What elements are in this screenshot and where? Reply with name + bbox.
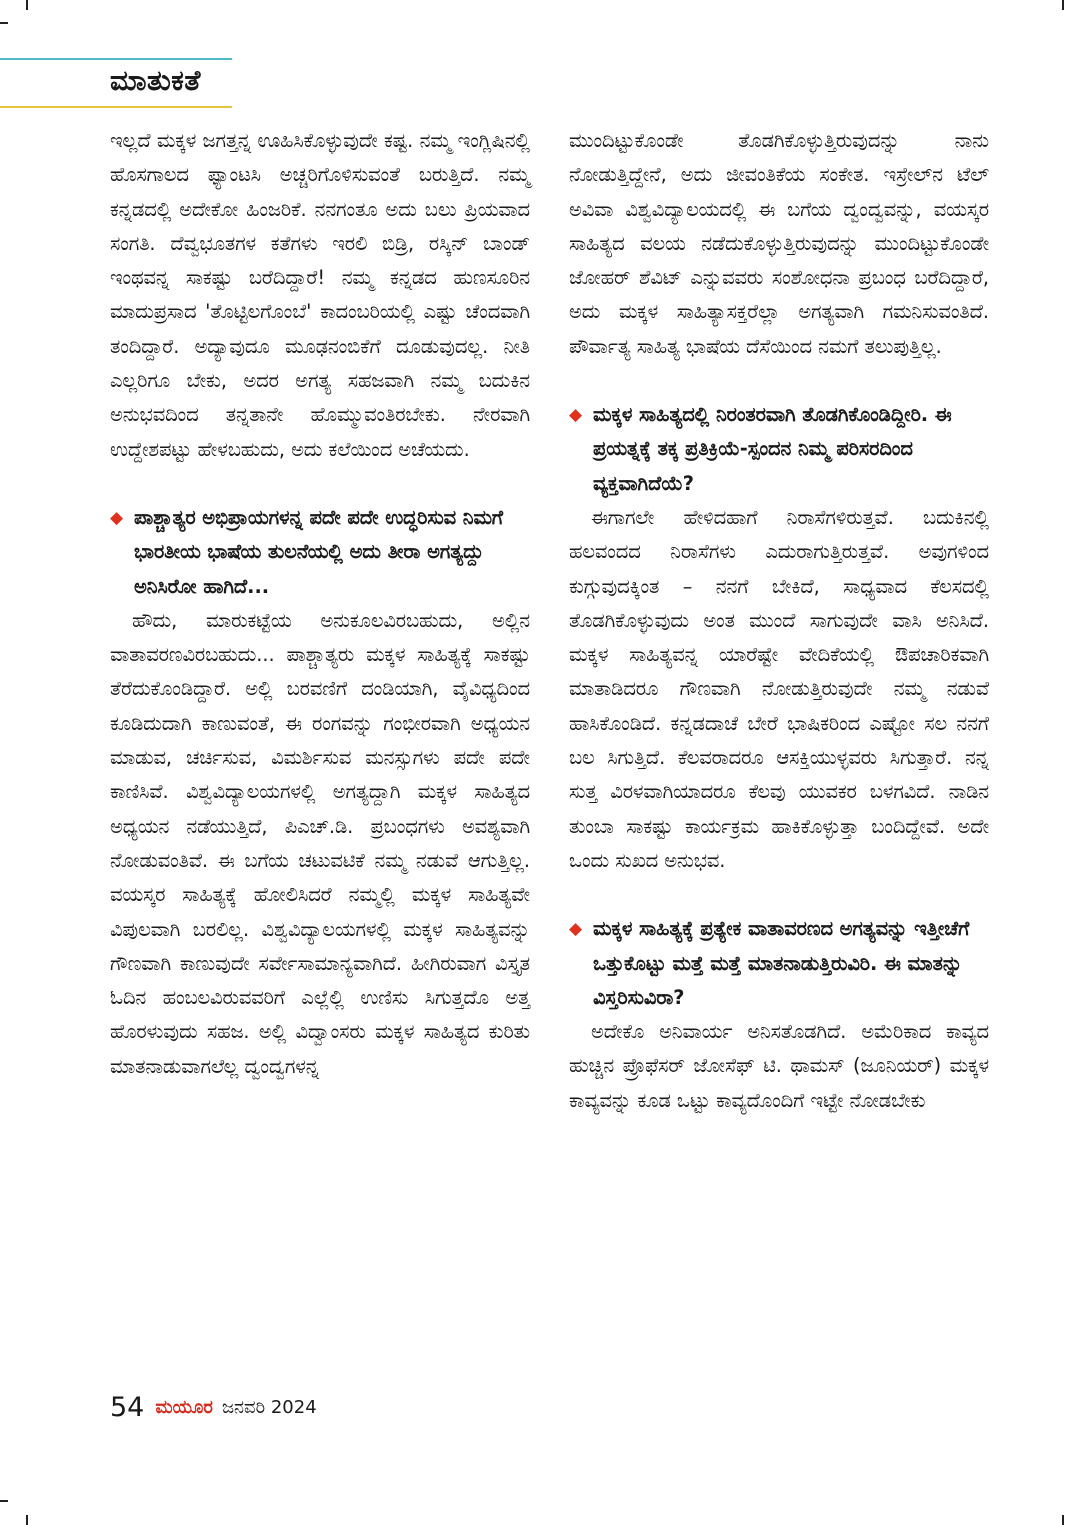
- header-rule-top: [0, 58, 232, 60]
- answer-paragraph: ಹೌದು, ಮಾರುಕಟ್ಟೆಯ ಅನುಕೂಲವಿರಬಹುದು, ಅಲ್ಲಿನ ವಾತಾವರಣವಿರಬಹುದು... ಪಾಶ್ಚಾತ್ಯರು ಮಕ್ಕಳ ಸಾಹಿತ್ಯಕ್ಕೆ ಸಾಕಷ್ಟು ತೆರೆದುಕೊಂಡಿದ್ದಾರೆ. ಅಲ್ಲಿ ಬರವಣಿಗೆ ದಂಡಿಯಾಗಿ, ವೈವಿಧ್ಯದಿಂದ ಕೂಡಿದುದಾಗಿ ಕಾಣುವಂತೆ, ಈ ರಂಗವನ್ನು ಗಂಭೀರವಾಗಿ ಅಧ್ಯಯನ ಮಾಡುವ, ಚರ್ಚಿಸುವ, ವಿಮರ್ಶಿಸುವ ಮನಸ್ಸುಗಳು ಪದೇ ಪದೇ ಕಾಣಿಸಿವೆ. ವಿಶ್ವವಿದ್ಯಾಲಯಗಳಲ್ಲಿ ಅಗತ್ಯದ್ದಾಗಿ ಮಕ್ಕಳ ಸಾಹಿತ್ಯದ ಅಧ್ಯಯನ ನಡೆಯುತ್ತಿದೆ, ಪಿಎಚ್.ಡಿ. ಪ್ರಬಂಧಗಳು ಅವಶ್ಯವಾಗಿ ನೋಡುವಂತಿವೆ. ಈ ಬಗೆಯ ಚಟುವಟಿಕೆ ನಮ್ಮ ನಡುವೆ ಆಗುತ್ತಿಲ್ಲ. ವಯಸ್ಕರ ಸಾಹಿತ್ಯಕ್ಕೆ ಹೋಲಿಸಿದರೆ ನಮ್ಮಲ್ಲಿ ಮಕ್ಕಳ ಸಾಹಿತ್ಯವೇ ವಿಪುಲವಾಗಿ ಬರಲಿಲ್ಲ. ವಿಶ್ವವಿದ್ಯಾಲಯಗಳಲ್ಲಿ ಮಕ್ಕಳ ಸಾಹಿತ್ಯವನ್ನು ಗೌಣವಾಗಿ ಕಾಣುವುದೇ ಸರ್ವೇಸಾಮಾನ್ಯವಾಗಿದೆ. ಹೀಗಿರುವಾಗ ವಿಸ್ತೃತ ಓದಿನ ಹಂಬಲವಿರುವವರಿಗೆ ಎಲ್ಲೆಲ್ಲಿ ಉಣಿಸು ಸಿಗುತ್ತದೊ ಅತ್ತ ಹೊರಳುವುದು ಸಹಜ. ಅಲ್ಲಿ ವಿದ್ವಾಂಸರು ಮಕ್ಕಳ ಸಾಹಿತ್ಯದ ಕುರಿತು ಮಾತನಾಡುವಾಗಲೆಲ್ಲ ದ್ವಂದ್ವಗಳನ್ನ: [110, 608, 530, 1078]
- diamond-bullet-icon: ◆: [569, 919, 583, 940]
- interview-question: [110, 501, 530, 604]
- body-paragraph: ಇಲ್ಲದೆ ಮಕ್ಕಳ ಜಗತ್ತನ್ನ ಊಹಿಸಿಕೊಳ್ಳುವುದೇ ಕಷ್ಟ. ನಮ್ಮ ಇಂಗ್ಲಿಷಿನಲ್ಲಿ ಹೊಸಗಾಲದ ಫ್ಯಾಂಟಸಿ ಅಚ್ಚರಿಗೊಳಿಸುವಂತೆ ಬರುತ್ತಿದೆ. ನಮ್ಮ ಕನ್ನಡದಲ್ಲಿ ಅದೇಕೋ ಹಿಂಜರಿಕೆ. ನನಗಂತೂ ಅದು ಬಲು ಪ್ರಿಯವಾದ ಸಂಗತಿ. ದೆವ್ವಭೂತಗಳ ಕತೆಗಳು ಇರಲಿ ಬಿಡ್ರಿ, ರಸ್ಕಿನ್ ಬಾಂಡ್ ಇಂಥವನ್ನ ಸಾಕಷ್ಟು ಬರೆದಿದ್ದಾರೆ! ನಮ್ಮ ಕನ್ನಡದ ಹುಣಸೂರಿನ ಮಾದುಪ್ರಸಾದ 'ತೊಟ್ಟಿಲಗೊಂಬೆ' ಕಾದಂಬರಿಯಲ್ಲಿ ಎಷ್ಟು ಚೆಂದವಾಗಿ ತಂದಿದ್ದಾರೆ. ಅದ್ಯಾವುದೂ ಮೂಢನಂಬಿಕೆಗೆ ದೂಡುವುದಲ್ಲ. ನೀತಿ ಎಲ್ಲರಿಗೂ ಬೇಕು, ಅದರ ಅಗತ್ಯ ಸಹಜವಾಗಿ ನಮ್ಮ ಬದುಕಿನ ಅನುಭವದಿಂದ ತನ್ನತಾನೇ ಹೊಮ್ಮುವಂತಿರಬೇಕು. ನೇರವಾಗಿ ಉದ್ದೇಶಪಟ್ಟು ಹೇಳಬಹುದು, ಅದು ಕಲೆಯಿಂದ ಅಚೆಯದು.: [110, 129, 530, 461]
- page-footer: [110, 1392, 317, 1428]
- question-text: ಮಕ್ಕಳ ಸಾಹಿತ್ಯದಲ್ಲಿ ನಿರಂತರವಾಗಿ ತೊಡಗಿಕೊಂಡಿದ್ದೀರಿ. ಈ ಪ್ರಯತ್ನಕ್ಕೆ ತಕ್ಕ ಪ್ರತಿಕ್ರಿಯೆ-ಸ್ಪಂದನ ನಿಮ್ಮ ಪರಿಸರದಿಂದ ವ್ಯಕ್ತವಾಗಿದೆಯೆ?: [593, 403, 952, 495]
- left-column: [110, 124, 530, 1084]
- header-rule-bottom: [0, 106, 232, 108]
- answer-paragraph: ಅದೇಕೊ ಅನಿವಾರ್ಯ ಅನಿಸತೊಡಗಿದೆ. ಅಮೆರಿಕಾದ ಕಾವ್ಯದ ಹುಚ್ಚಿನ ಪ್ರೊಫೆಸರ್ ಜೋಸೆಫ್ ಟಿ. ಥಾಮಸ್ (ಜೂನಿಯರ್) ಮಕ್ಕಳ ಕಾವ್ಯವನ್ನು ಕೂಡ ಒಟ್ಟು ಕಾವ್ಯದೊಂದಿಗೆ ಇಟ್ಟೇ ನೋಡಬೇಕು: [569, 1020, 989, 1112]
- crop-mark: [26, 0, 28, 10]
- right-column: [569, 124, 989, 1118]
- question-text: ಮಕ್ಕಳ ಸಾಹಿತ್ಯಕ್ಕೆ ಪ್ರತ್ಯೇಕ ವಾತಾವರಣದ ಅಗತ್ಯವನ್ನು ಇತ್ತೀಚೆಗೆ ಒತ್ತುಕೊಟ್ಟು ಮತ್ತೆ ಮತ್ತೆ ಮಾತನಾಡುತ್ತಿರುವಿರಿ. ಈ ಮಾತನ್ನು ವಿಸ್ತರಿಸುವಿರಾ?: [593, 917, 970, 1009]
- crop-mark: [1062, 1515, 1064, 1525]
- crop-mark: [1062, 0, 1064, 10]
- question-text: ಪಾಶ್ಚಾತ್ಯರ ಅಭಿಪ್ರಾಯಗಳನ್ನ ಪದೇ ಪದೇ ಉದ್ಧರಿಸುವ ನಿಮಗೆ ಭಾರತೀಯ ಭಾಷೆಯ ತುಲನೆಯಲ್ಲಿ ಅದು ತೀರಾ ಅಗತ್ಯದ್ದು ಅನಿಸಿರೋ ಹಾಗಿದೆ...: [134, 505, 503, 598]
- diamond-bullet-icon: ◆: [569, 405, 583, 426]
- crop-mark: [0, 1500, 8, 1502]
- answer-paragraph: ಈಗಾಗಲೇ ಹೇಳಿದಹಾಗೆ ನಿರಾಸೆಗಳಿರುತ್ತವೆ. ಬದುಕಿನಲ್ಲಿ ಹಲವಂದದ ನಿರಾಸೆಗಳು ಎದುರಾಗುತ್ತಿರುತ್ತವೆ. ಅವುಗಳಿಂದ ಕುಗ್ಗುವುದಕ್ಕಿಂತ – ನನಗೆ ಬೇಕಿದೆ, ಸಾಧ್ಯವಾದ ಕೆಲಸದಲ್ಲಿ ತೊಡಗಿಕೊಳ್ಳುವುದು ಅಂತ ಮುಂದೆ ಸಾಗುವುದೇ ವಾಸಿ ಅನಿಸಿದೆ. ಮಕ್ಕಳ ಸಾಹಿತ್ಯವನ್ನ ಯಾರೆಷ್ಟೇ ವೇದಿಕೆಯಲ್ಲಿ ಔಪಚಾರಿಕವಾಗಿ ಮಾತಾಡಿದರೂ ಗೌಣವಾಗಿ ನೋಡುತ್ತಿರುವುದೇ ನಮ್ಮ ನಡುವೆ ಹಾಸಿಕೊಂಡಿದೆ. ಕನ್ನಡದಾಚೆ ಬೇರೆ ಭಾಷಿಕರಿಂದ ಎಷ್ಟೋ ಸಲ ನನಗೆ ಬಲ ಸಿಗುತ್ತಿದೆ. ಕೆಲವರಾದರೂ ಆಸಕ್ತಿಯುಳ್ಳವರು ಸಿಗುತ್ತಾರೆ. ನನ್ನ ಸುತ್ತ ವಿರಳವಾಗಿಯಾದರೂ ಕೆಲವು ಯುವಕರ ಬಳಗವಿದೆ. ನಾಡಿನ ತುಂಬಾ ಸಾಕಷ್ಟು ಕಾರ್ಯಕ್ರಮ ಹಾಕಿಕೊಳ್ಳುತ್ತಾ ಬಂದಿದ್ದೇವೆ. ಅದೇ ಒಂದು ಸುಖದ ಅನುಭವ.: [569, 505, 989, 872]
- body-paragraph: ಮುಂದಿಟ್ಟುಕೊಂಡೇ ತೊಡಗಿಕೊಳ್ಳುತ್ತಿರುವುದನ್ನು ನಾನು ನೋಡುತ್ತಿದ್ದೇನೆ, ಅದು ಜೀವಂತಿಕೆಯ ಸಂಕೇತ. ಇಸ್ರೇಲ್‌ನ ಟೆಲ್ ಅವಿವಾ ವಿಶ್ವವಿದ್ಯಾಲಯದಲ್ಲಿ ಈ ಬಗೆಯ ದ್ವಂದ್ವವನ್ನು, ವಯಸ್ಕರ ಸಾಹಿತ್ಯದ ವಲಯ ನಡೆದುಕೊಳ್ಳುತ್ತಿರುವುದನ್ನು ಮುಂದಿಟ್ಟುಕೊಂಡೇ ಜೋಹರ್ ಶೆವಿಟ್ ಎನ್ನುವವರು ಸಂಶೋಧನಾ ಪ್ರಬಂಧ ಬರೆದಿದ್ದಾರೆ, ಅದು ಮಕ್ಕಳ ಸಾಹಿತ್ಯಾಸಕ್ತರೆಲ್ಲಾ ಅಗತ್ಯವಾಗಿ ಗಮನಿಸುವಂತಿದೆ. ಪೌರ್ವಾತ್ಯ ಸಾಹಿತ್ಯ ಭಾಷೆಯ ದೆಸೆಯಿಂದ ನಮಗೆ ತಲುಪುತ್ತಿಲ್ಲ.: [569, 129, 989, 358]
- diamond-bullet-icon: ◆: [110, 507, 124, 528]
- section-title: ಮಾತುಕತೆ: [110, 64, 201, 97]
- crop-mark: [0, 22, 8, 24]
- magazine-logo: ಮಯೂರ: [155, 1397, 213, 1418]
- interview-question: [569, 912, 989, 1015]
- interview-question: [569, 398, 989, 501]
- issue-date: ಜನವರಿ 2024: [221, 1397, 317, 1418]
- page-number: 54: [110, 1392, 145, 1423]
- section-header: [0, 58, 232, 110]
- crop-mark: [26, 1515, 28, 1525]
